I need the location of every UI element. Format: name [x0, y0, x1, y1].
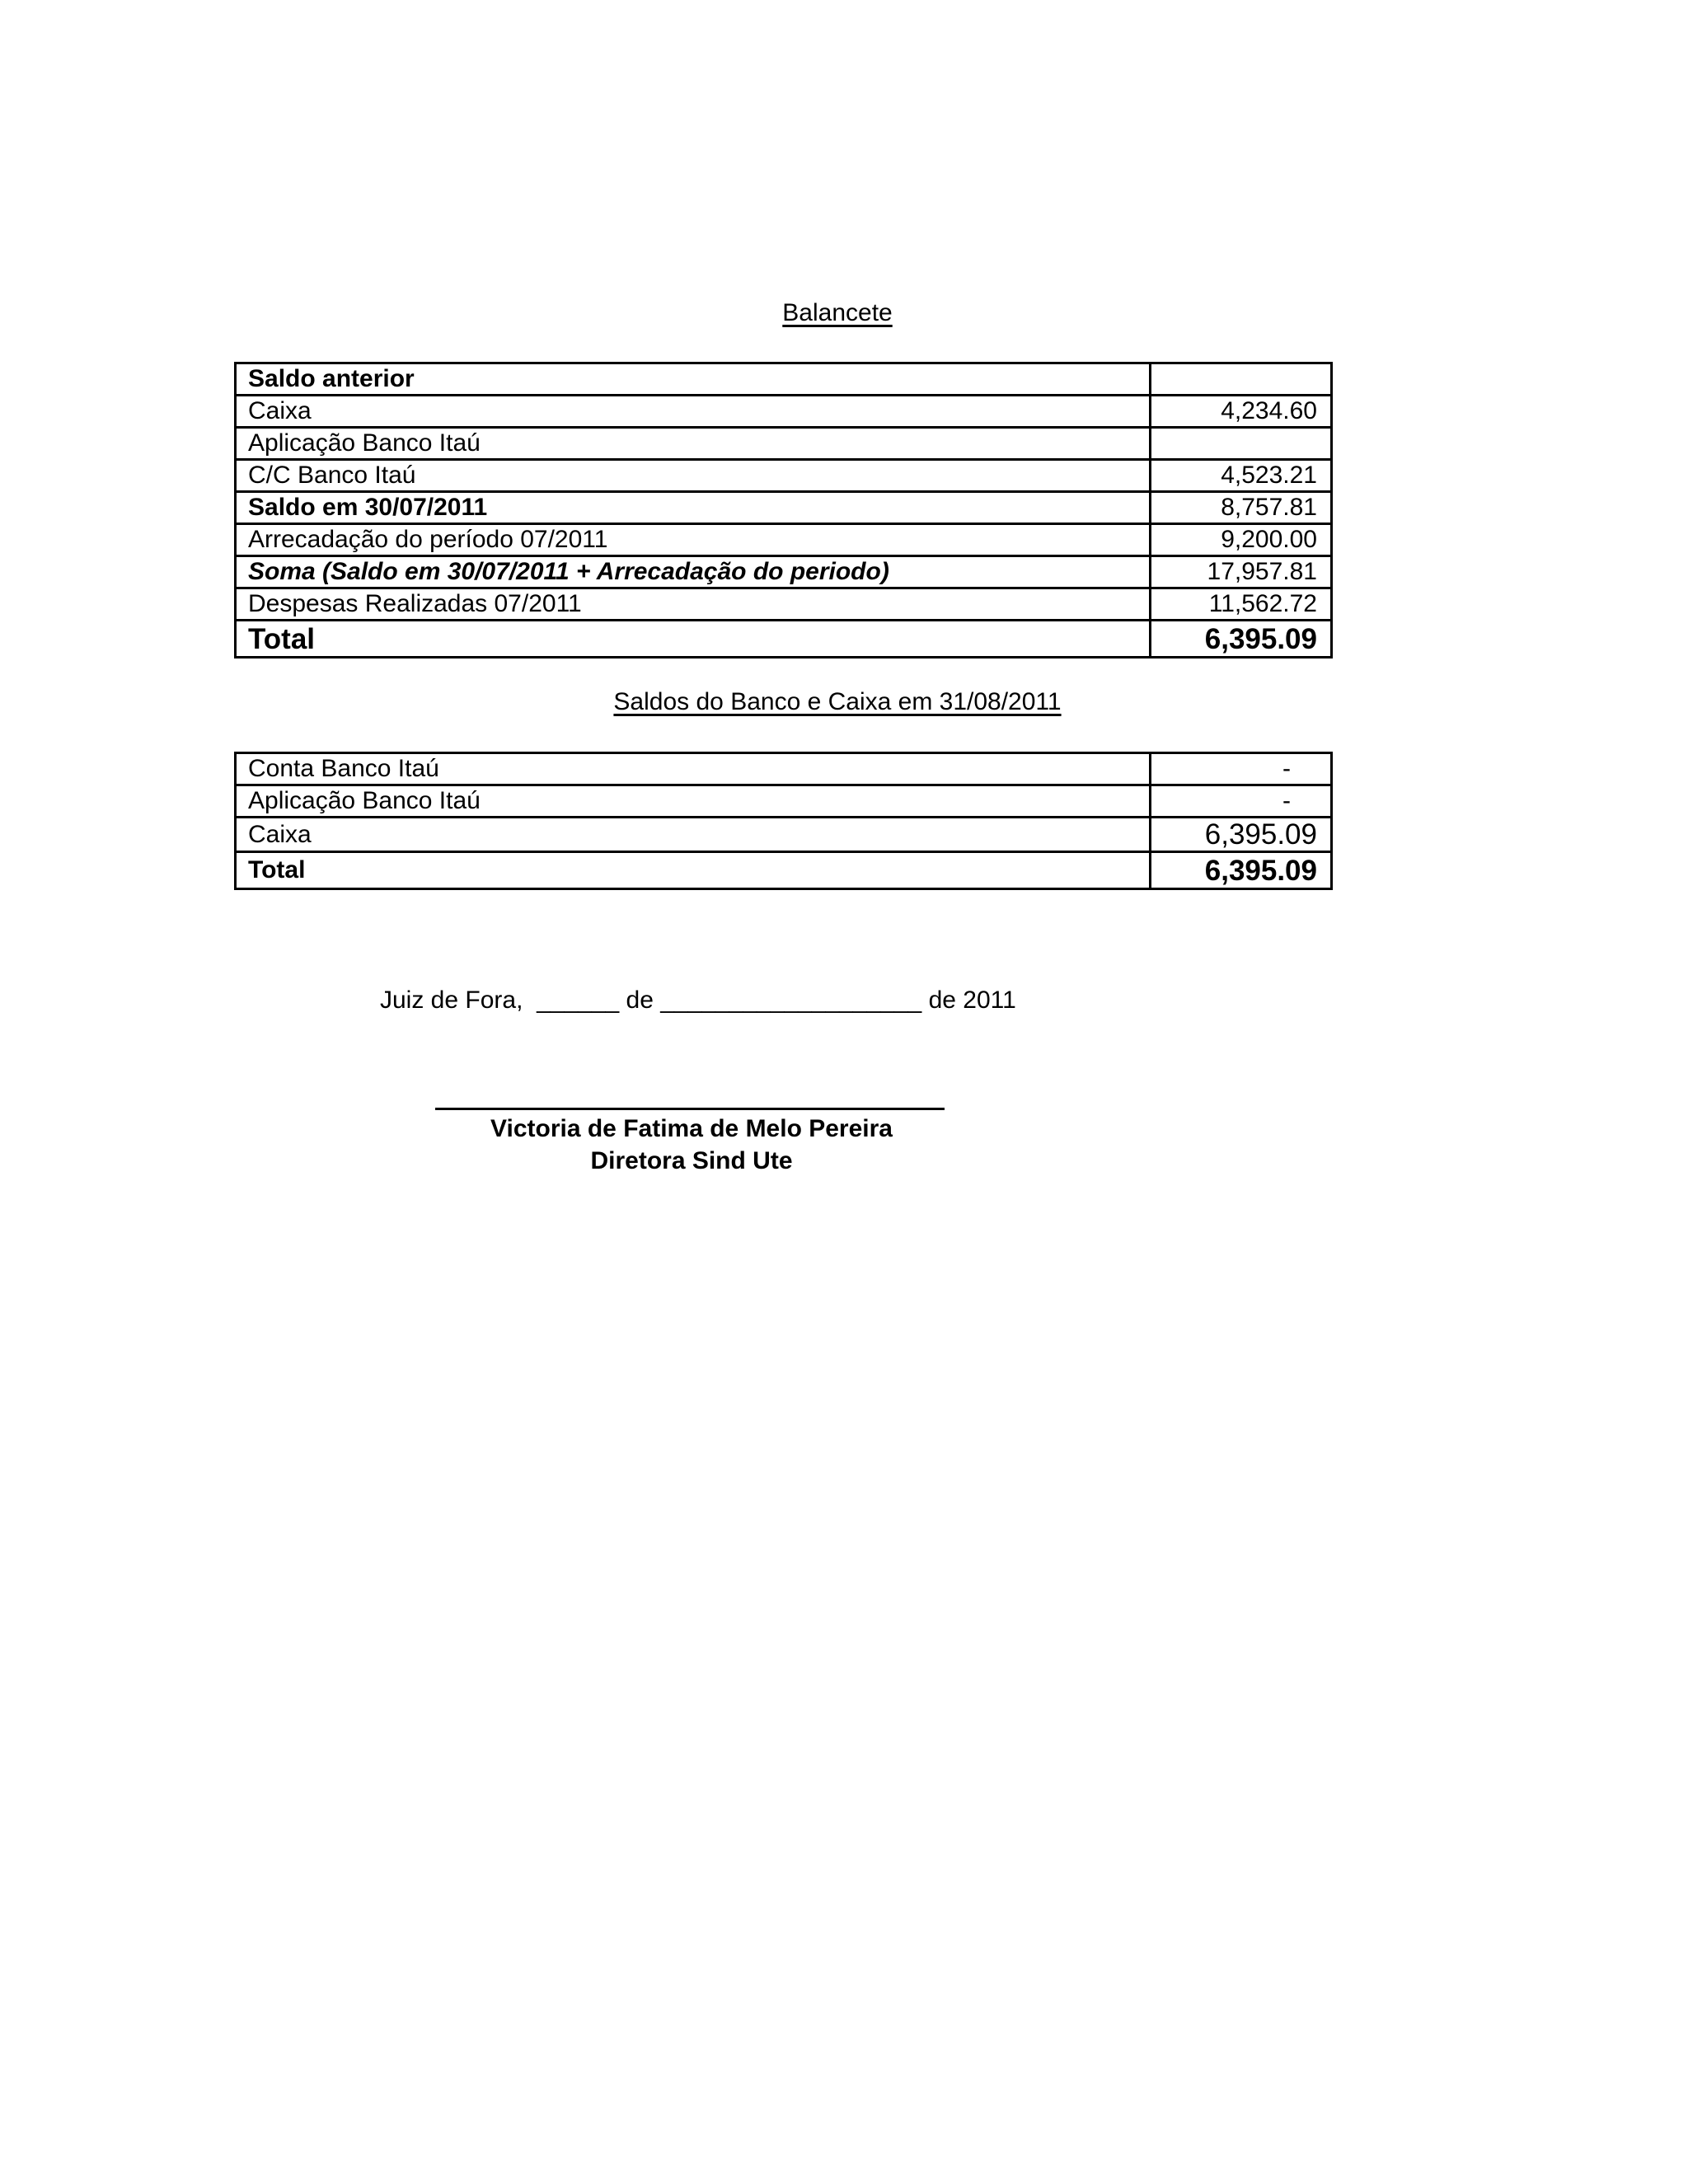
total-row	[236, 852, 1332, 889]
table-row	[236, 363, 1332, 396]
row-label: Aplicação Banco Itaú	[236, 428, 1151, 460]
row-value: 4,234.60	[1151, 396, 1332, 428]
table-row	[236, 556, 1332, 588]
row-label: Saldo em 30/07/2011	[236, 492, 1151, 524]
table-row	[236, 818, 1332, 852]
table-row	[236, 753, 1332, 785]
table-row	[236, 588, 1332, 621]
total-value: 6,395.09	[1151, 852, 1332, 889]
row-label: Arrecadação do período 07/2011	[236, 524, 1151, 556]
saldos-table	[234, 752, 1333, 890]
table-row	[236, 428, 1332, 460]
row-label: Caixa	[236, 396, 1151, 428]
place-date-line: Juiz de Fora, ______ de ___________________ de 2011	[380, 987, 1016, 1014]
row-value: 6,395.09	[1151, 818, 1332, 852]
total-value: 6,395.09	[1151, 621, 1332, 658]
row-value: 9,200.00	[1151, 524, 1332, 556]
row-value: 11,562.72	[1151, 588, 1332, 621]
total-label: Total	[236, 852, 1151, 889]
row-value: 17,957.81	[1151, 556, 1332, 588]
row-value: -	[1151, 753, 1332, 785]
row-value: 8,757.81	[1151, 492, 1332, 524]
total-label: Total	[236, 621, 1151, 658]
row-label: Aplicação Banco Itaú	[236, 785, 1151, 818]
row-label: Conta Banco Itaú	[236, 753, 1151, 785]
row-value	[1151, 428, 1332, 460]
total-row	[236, 621, 1332, 658]
balancete-title: Balancete	[782, 299, 893, 326]
row-label: Saldo anterior	[236, 363, 1151, 396]
row-label: Soma (Saldo em 30/07/2011 + Arrecadação do periodo)	[236, 556, 1151, 588]
signatory-name: Victoria de Fatima de Melo Pereira	[490, 1115, 893, 1142]
saldos-title: Saldos do Banco e Caixa em 31/08/2011	[613, 688, 1062, 715]
row-label: Despesas Realizadas 07/2011	[236, 588, 1151, 621]
table-row	[236, 460, 1332, 492]
signature-line	[435, 1108, 945, 1110]
signatory-role: Diretora Sind Ute	[590, 1147, 793, 1174]
table-row	[236, 396, 1332, 428]
row-value	[1151, 363, 1332, 396]
row-value: -	[1151, 785, 1332, 818]
table-row	[236, 524, 1332, 556]
row-label: Caixa	[236, 818, 1151, 852]
balancete-table	[234, 362, 1333, 658]
table-row	[236, 785, 1332, 818]
table-row	[236, 492, 1332, 524]
row-value: 4,523.21	[1151, 460, 1332, 492]
row-label: C/C Banco Itaú	[236, 460, 1151, 492]
